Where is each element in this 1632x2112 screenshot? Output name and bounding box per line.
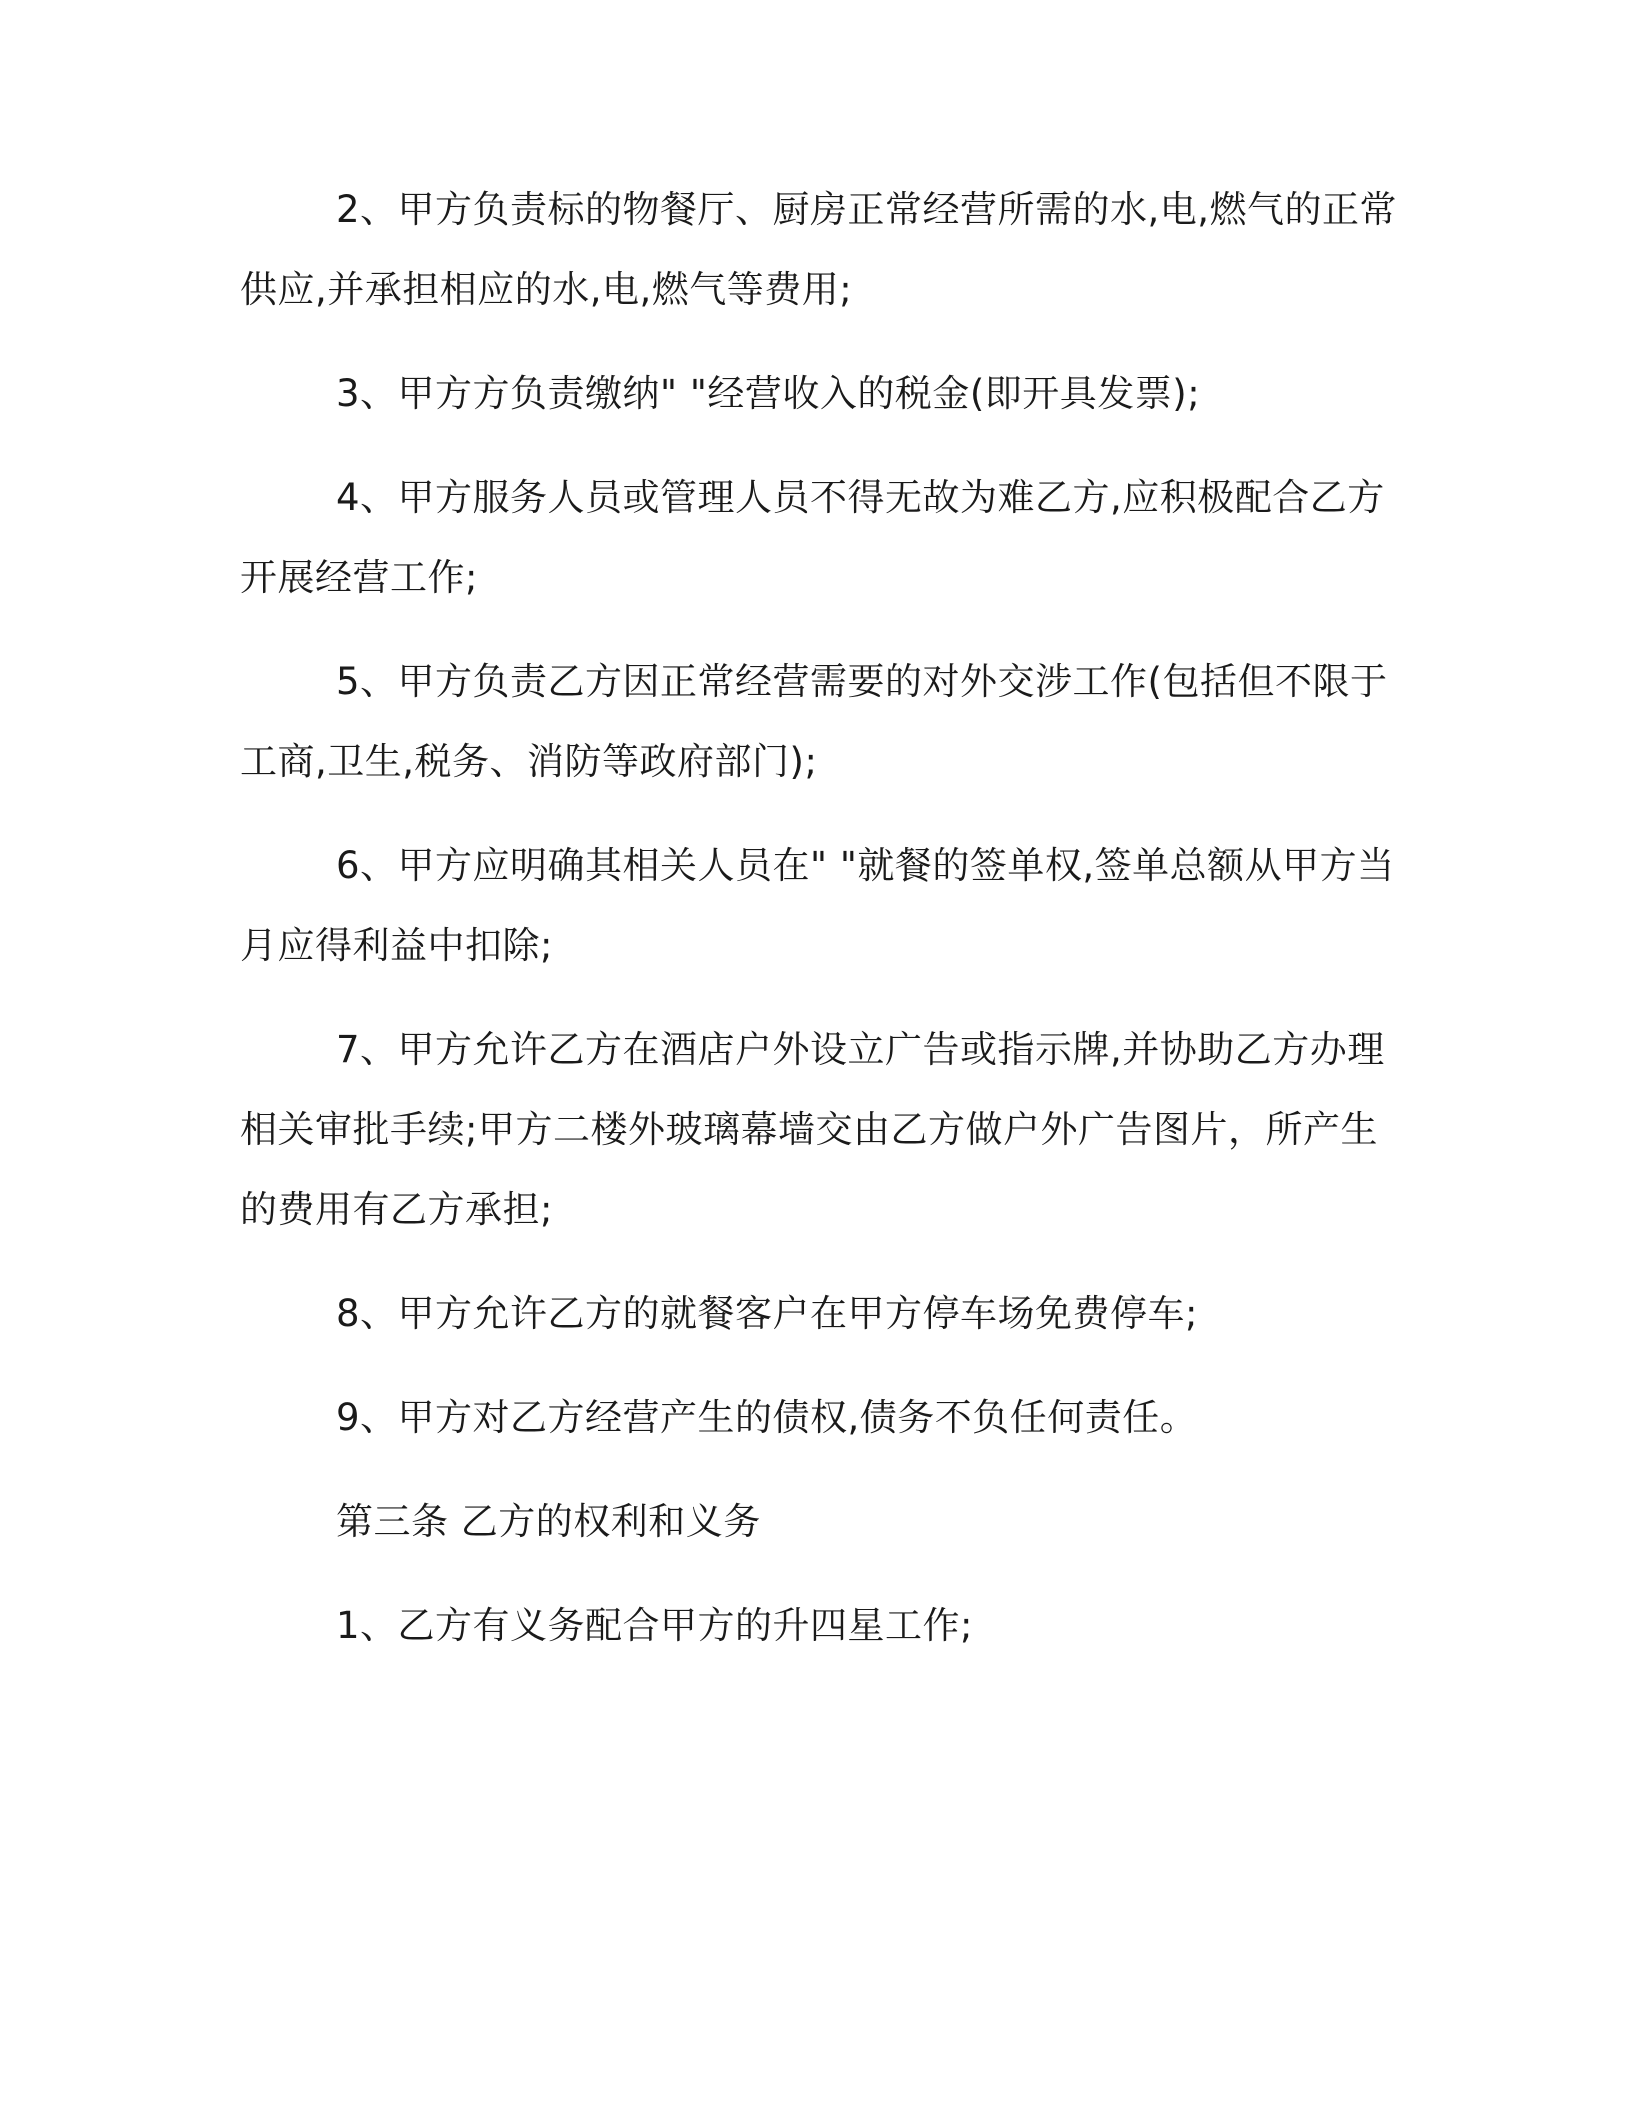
clause-7-paragraph: 7、甲方允许乙方在酒店户外设立广告或指示牌,并协助乙方办理相关审批手续;甲方二楼外玻璃幕墙交由乙方做户外广告图片，所产生的费用有乙方承担;: [240, 1028, 1385, 1231]
document-page: [240, 170, 1400, 1690]
clause-5-paragraph: 5、甲方负责乙方因正常经营需要的对外交涉工作(包括但不限于工商,卫生,税务、消防等政府部门);: [240, 660, 1388, 783]
section-heading: 第三条 乙方的权利和义务: [336, 1500, 761, 1543]
clause-1-paragraph: 1、乙方有义务配合甲方的升四星工作;: [336, 1604, 974, 1647]
clause-6-paragraph: 6、甲方应明确其相关人员在" "就餐的签单权,签单总额从甲方当月应得利益中扣除;: [240, 844, 1395, 967]
clause-3-paragraph: 3、甲方方负责缴纳" "经营收入的税金(即开具发票);: [336, 372, 1201, 415]
clause-2-paragraph: 2、甲方负责标的物餐厅、厨房正常经营所需的水,电,燃气的正常供应,并承担相应的水,电,燃气等费用;: [240, 188, 1398, 311]
clause-9-paragraph: 9、甲方对乙方经营产生的债权,债务不负任何责任。: [336, 1396, 1198, 1439]
clause-8-paragraph: 8、甲方允许乙方的就餐客户在甲方停车场免费停车;: [336, 1292, 1199, 1335]
clause-4-paragraph: 4、甲方服务人员或管理人员不得无故为难乙方,应积极配合乙方开展经营工作;: [240, 476, 1385, 599]
